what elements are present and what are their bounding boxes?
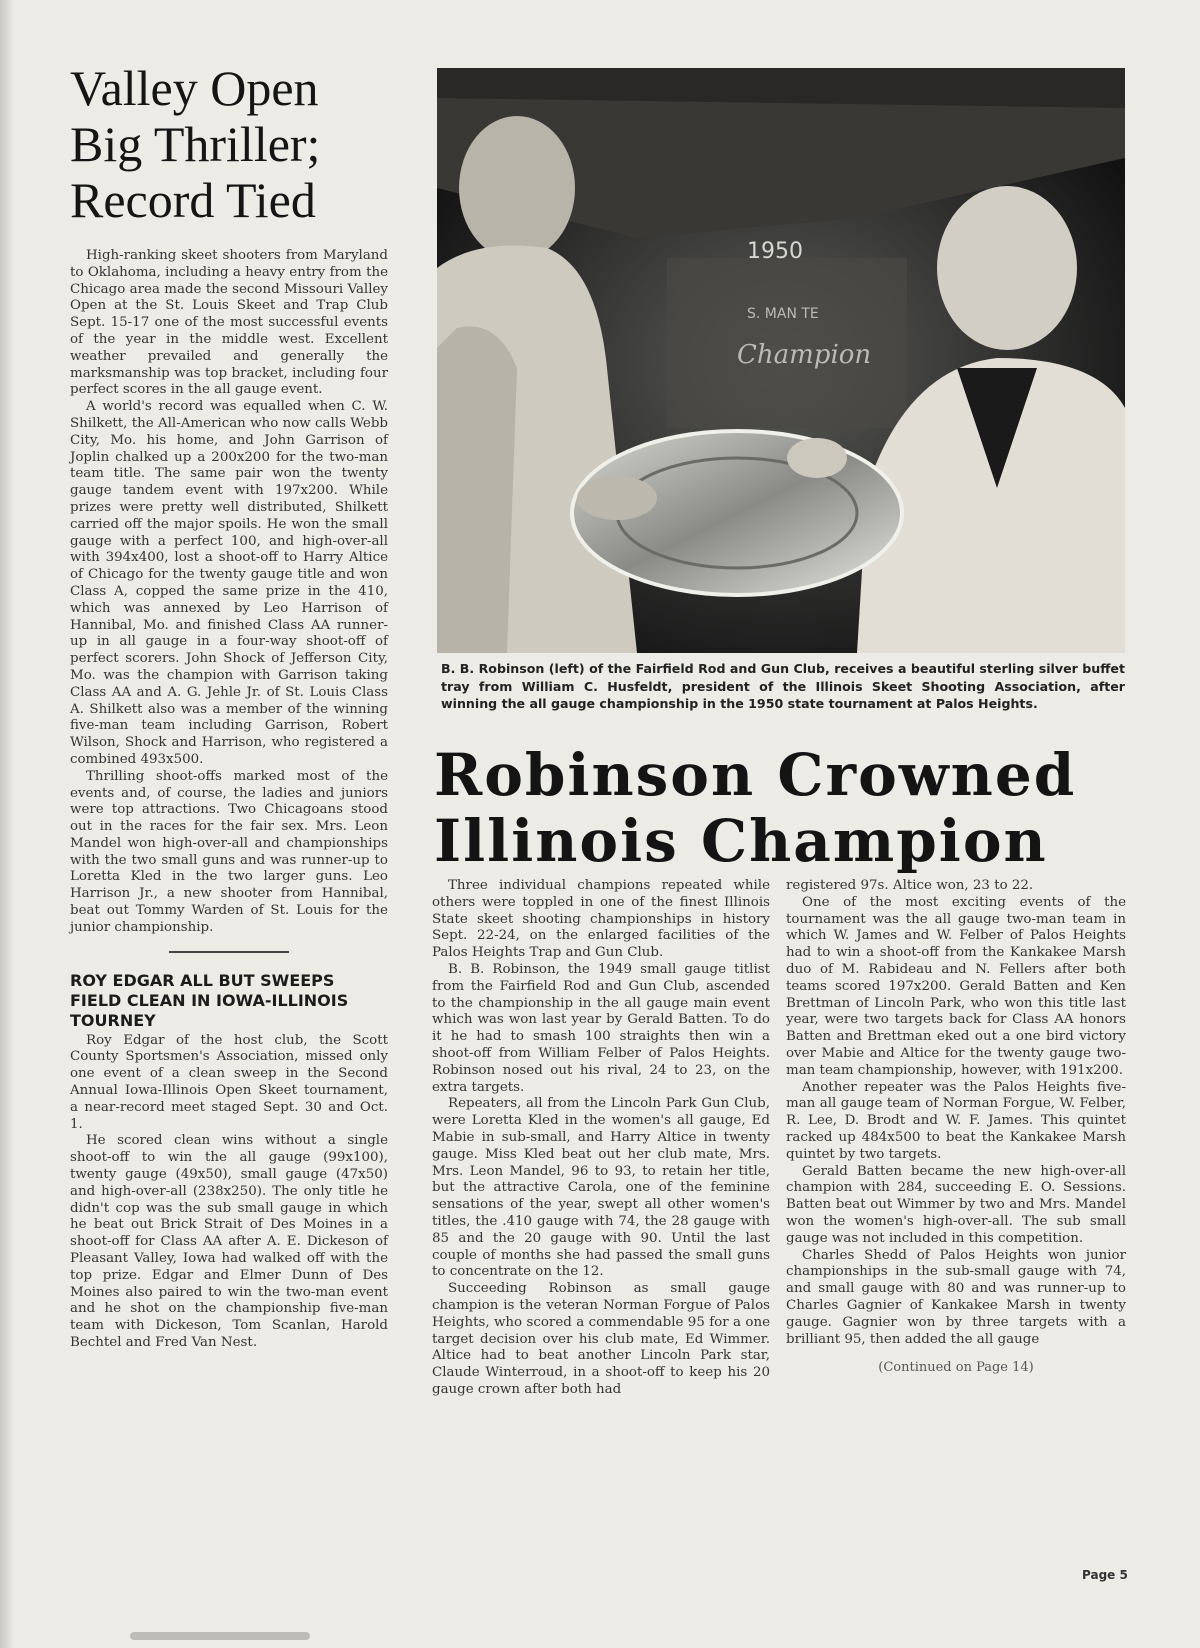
- headline-line: Robinson Crowned: [434, 741, 1077, 809]
- article-paragraph: Repeaters, all from the Lincoln Park Gun Club, were Loretta Kled in the women's all gauge, Ed Mabie in sub-small, and Harry Altice in twenty gauge. Miss Kled beat out her club mate, Mrs. Mrs. Leon Mandel, 96 to 93, to retain her title, but the attractive Carola, one of the feminine sensations of the year, swept all other women's titles, the .410 gauge with 74, the 28 gauge with 85 and the 20 gauge with 90. Until the last couple of months she had passed the small guns to concentrate on the 12.: [432, 1096, 770, 1280]
- binding-shadow: [0, 0, 14, 1648]
- continued-note: (Continued on Page 14): [878, 1360, 1034, 1376]
- article-paragraph: registered 97s. Altice won, 23 to 22.: [786, 878, 1034, 893]
- trophy-text: Champion: [737, 340, 872, 370]
- section-divider: [169, 951, 289, 953]
- valley-open-headline: [70, 60, 388, 228]
- headline-line: Valley Open: [70, 60, 319, 116]
- article-paragraph: B. B. Robinson, the 1949 small gauge titlist from the Fairfield Rod and Gun Club, ascended to the championship in the all gauge main event which was won last year by Gerald Batten. To do it he had to smash 100 straights then win a shoot-off from William Felber of Palos Heights. Robinson nosed out his rival, 24 to 23, on the extra targets.: [432, 961, 770, 1095]
- article-paragraph: One of the most exciting events of the tournament was the all gauge two-man team in which W. James and W. Felber of Palos Heights had to win a shoot-off from the Kankakee Marsh duo of M. Rabideau and N. Fellers after both teams scored 197x200. Gerald Batten and Ken Brettman of Lincoln Park, who won this title last year, were two targets back for Class AA honors Batten and Brettman eked out a one bird victory over Mabie and Altice for the twenty gauge two-man team championship, however, with 191x200.: [786, 894, 1126, 1078]
- trophy-photo: [437, 68, 1125, 653]
- banner-text: 1950: [747, 239, 803, 264]
- article-paragraph: Succeeding Robinson as small gauge champion is the veteran Norman Forgue of Palos Heights, who scored a commendable 95 for a one target decision over his club mate, Ed Wimmer. Altice had to beat another Lincoln Park star, Claude Winterroud, in a shoot-off to keep his 20 gauge crown after both had: [432, 1281, 770, 1397]
- headline-line: Record Tied: [70, 172, 316, 228]
- headline-line: Big Thriller;: [70, 116, 321, 172]
- page-smudge: [130, 1632, 310, 1640]
- article-paragraph: High-ranking skeet shooters from Maryland to Oklahoma, including a heavy entry from the Chicago area made the second Missouri Valley Open at the St. Louis Skeet and Trap Club Sept. 15-17 one of the most successful events of the year in the middle west. Excellent weather prevailed and generally the marksmanship was top bracket, including four perfect scores in the all gauge event.: [70, 248, 388, 398]
- middle-column: [432, 878, 770, 1399]
- article-paragraph: Three individual champions repeated while others were toppled in one of the finest Illinois State skeet shooting championships in history Sept. 22-24, on the enlarged facilities of the Palos Heights Trap and Gun Club.: [432, 878, 770, 961]
- page-number: Page 5: [1082, 1568, 1128, 1582]
- article-paragraph: Gerald Batten became the new high-over-all champion with 284, succeeding E. O. Sessions. Batten beat out Wimmer by two and Mrs. Mandel won the women's high-over-all. The sub small gauge was not included in this competition.: [786, 1163, 1126, 1246]
- headline-line: Illinois Champion: [434, 807, 1048, 875]
- article-paragraph: He scored clean wins without a single shoot-off to win the all gauge (99x100), twenty gauge (49x50), small gauge (47x50) and high-over-all (238x250). The only title he didn't cop was the sub small gauge in which he beat out Brick Strait of Des Moines in a shoot-off for Class AA after A. E. Dickeson of Pleasant Valley, Iowa had walked off with the top prize. Edgar and Elmer Dunn of Des Moines also paired to win the two-man event and he shot on the championship five-man team with Dickeson, Tom Scanlan, Harold Bechtel and Fred Van Nest.: [70, 1133, 388, 1351]
- photo-caption: B. B. Robinson (left) of the Fairfield Rod and Gun Club, receives a beautiful sterling silver buffet tray from William C. Husfeldt, president of the Illinois Skeet Shooting Association, after winning the all gauge championship in the 1950 state tournament at Palos Heights.: [441, 661, 1125, 712]
- article-paragraph: Roy Edgar of the host club, the Scott County Sportsmen's Association, missed only one event of a clean sweep in the Second Annual Iowa-Illinois Open Skeet tournament, a near-record meet staged Sept. 30 and Oct. 1.: [70, 1032, 388, 1132]
- article-paragraph: A world's record was equalled when C. W. Shilkett, the All-American who now calls Webb City, Mo. his home, and John Garrison of Joplin chalked up a 200x200 for the two-man team title. The same pair won the twenty gauge tandem event with 197x200. While prizes were pretty well distributed, Shilkett carried off the major spoils. He won the small gauge with a perfect 100, and high-over-all with 394x400, lost a shoot-off to Harry Altice of Chicago for the twenty gauge title and won Class A, copped the same prize in the 410, which was annexed by Leo Harrison of Hannibal, Mo. and finished Class AA runner-up in all gauge in a four-way shoot-off of perfect scorers. John Shock of Jefferson City, Mo. was the champion with Garrison taking Class AA and A. G. Jehle Jr. of St. Louis Class A. Shilkett also was a member of the winning five-man team including Garrison, Robert Wilson, Shock and Harrison, who registered a combined 493x500.: [70, 399, 388, 767]
- article-paragraph: Charles Shedd of Palos Heights won junior championships in the sub-small gauge with 74, and small gauge with 80 and was runner-up to Charles Gagnier of Kankakee Marsh in twenty gauge. Gagnier won by three targets with a brilliant 95, then added the all gauge: [786, 1247, 1126, 1347]
- left-column: [70, 60, 388, 1352]
- article-paragraph: Another repeater was the Palos Heights five-man all gauge team of Norman Forgue, W. Felber, R. Lee, D. Brodt and W. F. James. This quintet racked up 484x500 to beat the Kankakee Marsh quintet by two targets.: [786, 1079, 1126, 1162]
- robinson-headline: [434, 742, 1154, 874]
- article-paragraph: Thrilling shoot-offs marked most of the events and, of course, the ladies and juniors were top attractions. Two Chicagoans stood out in the races for the fair sex. Mrs. Leon Mandel won high-over-all and championships with the two small guns and was runner-up to Loretta Kled in the two larger guns. Leo Harrison Jr., a new shooter from Hannibal, beat out Tommy Warden of St. Louis for the junior championship.: [70, 768, 388, 935]
- right-column: [786, 878, 1126, 1375]
- roy-edgar-headline: ROY EDGAR ALL BUT SWEEPS FIELD CLEAN IN IOWA-ILLINOIS TOURNEY: [70, 970, 349, 1030]
- photo-illustration: [437, 68, 1125, 653]
- plate-text: S. MAN TE: [747, 306, 819, 322]
